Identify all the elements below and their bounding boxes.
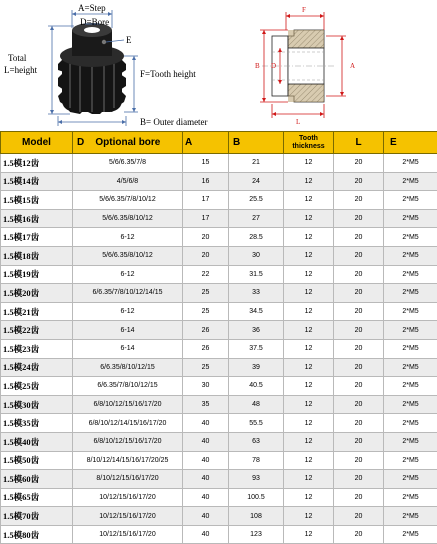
e-label: E [126, 35, 132, 45]
table-header-row [1, 132, 437, 154]
cell-tooth-thickness: 12 [284, 284, 334, 303]
cell-bore: 10/12/15/16/17/20 [73, 525, 183, 544]
cell-tooth-thickness: 12 [284, 414, 334, 433]
table-row [1, 525, 437, 544]
cell-bore: 6-12 [73, 302, 183, 321]
cell-e: 2*M5 [384, 507, 437, 526]
cell-a: 26 [183, 339, 229, 358]
cell-b: 27 [229, 209, 284, 228]
cell-tooth-thickness: 12 [284, 172, 334, 191]
cell-bore: 8/10/12/14/15/16/17/20/25 [73, 451, 183, 470]
cell-bore: 10/12/15/16/17/20 [73, 507, 183, 526]
cell-model: 1.5模80齿 [1, 525, 73, 544]
cell-model: 1.5模15齿 [1, 191, 73, 210]
table-row [1, 377, 437, 396]
cell-model: 1.5模22齿 [1, 321, 73, 340]
cell-bore: 10/12/15/16/17/20 [73, 488, 183, 507]
cell-l: 20 [334, 525, 384, 544]
cell-e: 2*M5 [384, 172, 437, 191]
cell-a: 17 [183, 209, 229, 228]
col-header-a: A [183, 132, 229, 154]
table-row [1, 507, 437, 526]
cell-l: 20 [334, 172, 384, 191]
table-row [1, 414, 437, 433]
table-row [1, 339, 437, 358]
cell-tooth-thickness: 12 [284, 191, 334, 210]
cell-l: 20 [334, 395, 384, 414]
cell-b: 33 [229, 284, 284, 303]
cell-a: 26 [183, 321, 229, 340]
cell-bore: 5/6/6.35/7/8 [73, 154, 183, 173]
cell-e: 2*M5 [384, 525, 437, 544]
cell-l: 20 [334, 358, 384, 377]
outer-diameter-label: B= Outer diameter [140, 117, 208, 127]
cell-bore: 6/8/10/12/15/16/17/20 [73, 432, 183, 451]
section-f-label: F [302, 6, 306, 14]
cell-bore: 6-14 [73, 321, 183, 340]
cell-a: 25 [183, 358, 229, 377]
cell-bore: 6-12 [73, 228, 183, 247]
table-row [1, 265, 437, 284]
cell-a: 17 [183, 191, 229, 210]
cell-a: 40 [183, 432, 229, 451]
cell-tooth-thickness: 12 [284, 265, 334, 284]
cell-e: 2*M5 [384, 284, 437, 303]
cell-a: 25 [183, 284, 229, 303]
cell-l: 20 [334, 265, 384, 284]
cell-bore: 5/6/6.35/7/8/10/12 [73, 191, 183, 210]
cell-e: 2*M5 [384, 228, 437, 247]
cell-e: 2*M5 [384, 432, 437, 451]
table-row [1, 228, 437, 247]
table-row [1, 451, 437, 470]
cell-model: 1.5模18齿 [1, 246, 73, 265]
table-row [1, 246, 437, 265]
cell-b: 55.5 [229, 414, 284, 433]
cell-tooth-thickness: 12 [284, 395, 334, 414]
cell-tooth-thickness: 12 [284, 302, 334, 321]
gear-illustration [0, 0, 437, 130]
cell-e: 2*M5 [384, 488, 437, 507]
cell-tooth-thickness: 12 [284, 507, 334, 526]
table-row [1, 432, 437, 451]
cell-b: 63 [229, 432, 284, 451]
cell-bore: 8/10/12/15/16/17/20 [73, 470, 183, 489]
cell-model: 1.5模24齿 [1, 358, 73, 377]
cell-a: 40 [183, 525, 229, 544]
cell-tooth-thickness: 12 [284, 228, 334, 247]
cell-model: 1.5模50齿 [1, 451, 73, 470]
cell-l: 20 [334, 246, 384, 265]
cell-model: 1.5模12齿 [1, 154, 73, 173]
cell-e: 2*M5 [384, 395, 437, 414]
cell-l: 20 [334, 377, 384, 396]
spec-table-body [1, 154, 437, 544]
cell-l: 20 [334, 321, 384, 340]
cell-model: 1.5模40齿 [1, 432, 73, 451]
cell-l: 20 [334, 507, 384, 526]
cell-e: 2*M5 [384, 358, 437, 377]
section-a-label: A [350, 62, 355, 70]
table-row [1, 358, 437, 377]
spec-table [0, 131, 437, 544]
cell-b: 21 [229, 154, 284, 173]
cell-b: 37.5 [229, 339, 284, 358]
cell-e: 2*M5 [384, 414, 437, 433]
gear-diagram [0, 0, 437, 130]
height-label: L=height [4, 65, 37, 75]
cell-e: 2*M5 [384, 302, 437, 321]
cell-tooth-thickness: 12 [284, 525, 334, 544]
cell-model: 1.5模14齿 [1, 172, 73, 191]
table-row [1, 470, 437, 489]
cell-l: 20 [334, 488, 384, 507]
cell-b: 78 [229, 451, 284, 470]
table-row [1, 302, 437, 321]
cell-e: 2*M5 [384, 470, 437, 489]
section-l-label: L [296, 118, 300, 126]
cell-e: 2*M5 [384, 451, 437, 470]
cell-model: 1.5模21齿 [1, 302, 73, 321]
tooth-height-label: F=Tooth height [140, 69, 196, 79]
cell-e: 2*M5 [384, 265, 437, 284]
cell-b: 25.5 [229, 191, 284, 210]
cell-a: 35 [183, 395, 229, 414]
total-label: Total [8, 53, 26, 63]
bore-label: D=Bore [80, 17, 109, 27]
cell-e: 2*M5 [384, 154, 437, 173]
cell-b: 123 [229, 525, 284, 544]
cell-bore: 6/6.35/7/8/10/12/15 [73, 377, 183, 396]
cell-b: 28.5 [229, 228, 284, 247]
cell-tooth-thickness: 12 [284, 321, 334, 340]
cell-bore: 6/6.35/7/8/10/12/14/15 [73, 284, 183, 303]
cell-bore: 6/6.35/8/10/12/15 [73, 358, 183, 377]
cell-model: 1.5模17齿 [1, 228, 73, 247]
cell-b: 93 [229, 470, 284, 489]
cell-a: 40 [183, 507, 229, 526]
cell-l: 20 [334, 302, 384, 321]
table-row [1, 191, 437, 210]
step-label: A=Step [78, 3, 106, 13]
cell-b: 100.5 [229, 488, 284, 507]
cell-l: 20 [334, 414, 384, 433]
cell-e: 2*M5 [384, 191, 437, 210]
col-header-b: B [229, 132, 284, 154]
cell-bore: 6-12 [73, 265, 183, 284]
table-row [1, 209, 437, 228]
cell-bore: 6/8/10/12/15/16/17/20 [73, 395, 183, 414]
cell-b: 108 [229, 507, 284, 526]
cell-model: 1.5模25齿 [1, 377, 73, 396]
cell-model: 1.5模20齿 [1, 284, 73, 303]
cell-model: 1.5模70齿 [1, 507, 73, 526]
cell-b: 34.5 [229, 302, 284, 321]
cell-tooth-thickness: 12 [284, 339, 334, 358]
cell-l: 20 [334, 432, 384, 451]
cell-e: 2*M5 [384, 321, 437, 340]
cell-bore: 6/8/10/12/14/15/16/17/20 [73, 414, 183, 433]
cell-e: 2*M5 [384, 377, 437, 396]
cell-bore: 5/6/6.35/8/10/12 [73, 246, 183, 265]
cell-a: 40 [183, 414, 229, 433]
table-row [1, 488, 437, 507]
col-header-l: L [334, 132, 384, 154]
cell-b: 30 [229, 246, 284, 265]
col-header-model: Model [1, 132, 73, 154]
cell-bore: 4/5/6/8 [73, 172, 183, 191]
cell-tooth-thickness: 12 [284, 451, 334, 470]
cell-tooth-thickness: 12 [284, 470, 334, 489]
cell-model: 1.5模60齿 [1, 470, 73, 489]
cell-l: 20 [334, 470, 384, 489]
cell-a: 15 [183, 154, 229, 173]
cell-tooth-thickness: 12 [284, 488, 334, 507]
cell-b: 24 [229, 172, 284, 191]
cell-l: 20 [334, 154, 384, 173]
cell-model: 1.5模23齿 [1, 339, 73, 358]
cell-b: 48 [229, 395, 284, 414]
cell-l: 20 [334, 451, 384, 470]
cell-a: 22 [183, 265, 229, 284]
cell-bore: 5/6/6.35/8/10/12 [73, 209, 183, 228]
cell-model: 1.5模19齿 [1, 265, 73, 284]
cell-l: 20 [334, 209, 384, 228]
col-header-tooth-thickness: Tooth thickness [284, 132, 334, 154]
table-row [1, 284, 437, 303]
cell-l: 20 [334, 191, 384, 210]
cell-tooth-thickness: 12 [284, 154, 334, 173]
cell-a: 20 [183, 228, 229, 247]
cell-a: 40 [183, 470, 229, 489]
cell-tooth-thickness: 12 [284, 377, 334, 396]
cell-tooth-thickness: 12 [284, 246, 334, 265]
table-row [1, 395, 437, 414]
section-d-label: D [271, 62, 276, 70]
cell-e: 2*M5 [384, 209, 437, 228]
section-b-label: B [255, 62, 260, 70]
cell-e: 2*M5 [384, 339, 437, 358]
cell-model: 1.5模16齿 [1, 209, 73, 228]
cell-b: 40.5 [229, 377, 284, 396]
col-header-e: E [384, 132, 437, 154]
cell-b: 39 [229, 358, 284, 377]
cell-model: 1.5模35齿 [1, 414, 73, 433]
cell-a: 25 [183, 302, 229, 321]
cell-tooth-thickness: 12 [284, 209, 334, 228]
cell-a: 20 [183, 246, 229, 265]
cell-a: 30 [183, 377, 229, 396]
cell-b: 36 [229, 321, 284, 340]
cell-a: 40 [183, 488, 229, 507]
cell-l: 20 [334, 228, 384, 247]
cell-l: 20 [334, 339, 384, 358]
table-row [1, 172, 437, 191]
table-row [1, 154, 437, 173]
cell-bore: 6-14 [73, 339, 183, 358]
table-row [1, 321, 437, 340]
cell-model: 1.5模65齿 [1, 488, 73, 507]
cell-l: 20 [334, 284, 384, 303]
cell-a: 40 [183, 451, 229, 470]
cell-b: 31.5 [229, 265, 284, 284]
cell-tooth-thickness: 12 [284, 358, 334, 377]
cell-tooth-thickness: 12 [284, 432, 334, 451]
cell-a: 16 [183, 172, 229, 191]
cell-e: 2*M5 [384, 246, 437, 265]
cell-model: 1.5模30齿 [1, 395, 73, 414]
col-header-bore: D Optional bore [73, 132, 183, 154]
